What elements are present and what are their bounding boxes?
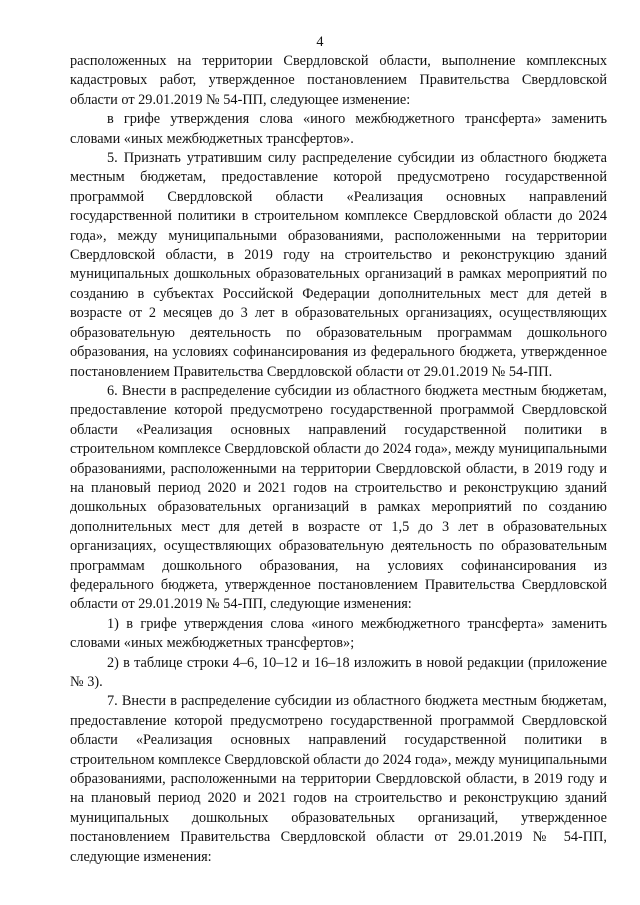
paragraph-item-7: 7. Внести в распределение субсидии из областного бюджета местным бюджетам, предоставление которой предусмотрено государственной программой Свердловской области «Реализация основных направлений государственной политики в строительном комплексе Свердловской области до 2024 года», между муниципальными образованиями, расположенными на территории Свердловской области, в 2019 году и на плановый период 2020 и 2021 годов на строительство и реконструкцию зданий муниципальных дошкольных образовательных организаций, утвержденное постановлением Правительства Свердловской области от 29.01.2019 № 54-ПП, следующие изменения:	[70, 693, 607, 865]
paragraph-subitem-1: 1) в грифе утверждения слова «иного межбюджетного трансферта» заменить словами «иных межбюджетных трансфертов»;	[70, 615, 607, 652]
paragraph-subitem-2: 2) в таблице строки 4–6, 10–12 и 16–18 изложить в новой редакции (приложение № 3).	[70, 654, 607, 690]
paragraph-item-6: 6. Внести в распределение субсидии из областного бюджета местным бюджетам, предоставление которой предусмотрено государственной программой Свердловской области «Реализация основных направлений государственной политики в строительном комплексе Свердловской области до 2024 года», между муниципальными образованиями, расположенными на территории Свердловской области, в 2019 году и на плановый период 2020 и 2021 годов на строительство и реконструкцию зданий дошкольных образовательных организаций в рамках мероприятий по созданию дополнительных мест для детей в возрасте от 1,5 до 3 лет в образовательных организациях, осуществляющих образовательную деятельность по образовательным программам дошкольного образования, на условиях софинансирования из федерального бюджета, утвержденное постановлением Правительства Свердловской области от 29.01.2019 № 54-ПП, следующие изменения:	[70, 382, 607, 613]
paragraph-continuation: расположенных на территории Свердловской области, выполнение комплексных кадастровых работ, утвержденное постановлением Правительства Свердловской области от 29.01.2019 № 54-ПП, следующее изменение:	[70, 53, 607, 108]
page-number: 4	[316, 34, 324, 50]
paragraph-item-5: 5. Признать утратившим силу распределение субсидии из областного бюджета местным бюджетам, предоставление которой предусмотрено государственной программой Свердловской области «Реализация основных направлений государственной политики в строительном комплексе Свердловской области до 2024 года», между муниципальными образованиями, расположенными на территории Свердловской области, в 2019 году на строительство и реконструкцию зданий муниципальных дошкольных образовательных организаций в рамках мероприятий по созданию в субъектах Российской Федерации дополнительных мест для детей в возрасте от 2 месяцев до 3 лет в образовательных организациях, осуществляющих образовательную деятельность по образовательным программам дошкольного образования, на условиях софинансирования из федерального бюджета, утвержденное постановлением Правительства Свердловской области от 29.01.2019 № 54-ПП.	[70, 150, 607, 380]
paragraph-amendment-text: в грифе утверждения слова «иного межбюджетного трансферта» заменить словами «иных межбюджетных трансфертов».	[70, 111, 607, 147]
document-body	[70, 52, 607, 867]
